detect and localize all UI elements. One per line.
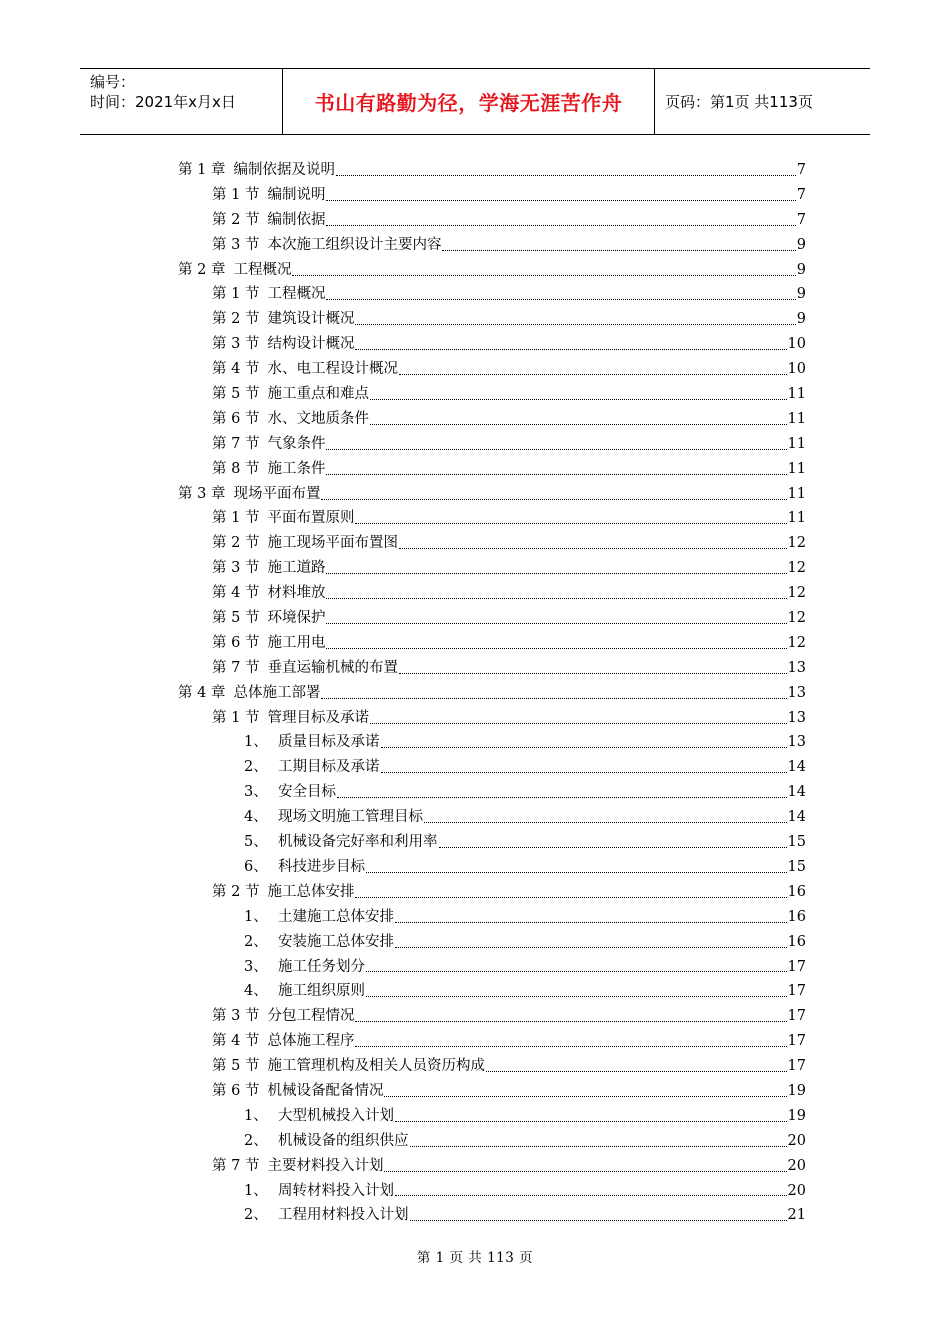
toc-entry[interactable] xyxy=(178,1079,806,1104)
toc-leader-dots xyxy=(337,797,787,798)
toc-entry-number: 1、 xyxy=(244,1182,268,1199)
toc-entry-title: 施工用电 xyxy=(267,634,326,651)
toc-leader-dots xyxy=(292,275,795,276)
toc-entry-page: 7 xyxy=(796,211,806,228)
toc-entry[interactable] xyxy=(178,681,806,706)
toc-entry-title: 机械设备的组织供应 xyxy=(278,1132,409,1149)
toc-entry-page: 17 xyxy=(787,1058,806,1075)
toc-entry-page: 11 xyxy=(787,510,806,527)
toc-leader-dots xyxy=(321,698,786,699)
toc-entry-number: 第 5 节 xyxy=(212,610,260,627)
toc-entry-page: 9 xyxy=(796,286,806,303)
toc-entry[interactable] xyxy=(178,1179,806,1204)
toc-leader-dots xyxy=(326,299,795,300)
toc-entry[interactable] xyxy=(178,930,806,955)
toc-entry-title: 建筑设计概况 xyxy=(267,311,355,328)
toc-leader-dots xyxy=(355,897,786,898)
toc-entry-title: 安装施工总体安排 xyxy=(278,933,394,950)
toc-entry-title: 水、文地质条件 xyxy=(267,410,369,427)
toc-entry-title: 科技进步目标 xyxy=(278,858,365,875)
toc-entry[interactable] xyxy=(178,556,806,581)
toc-entry[interactable] xyxy=(178,183,806,208)
toc-entry-number: 第 6 节 xyxy=(212,634,260,651)
table-of-contents xyxy=(178,158,806,1228)
toc-entry-number: 第 6 节 xyxy=(212,1082,260,1099)
toc-entry[interactable] xyxy=(178,357,806,382)
toc-entry-number: 第 3 节 xyxy=(212,560,260,577)
toc-leader-dots xyxy=(355,1046,786,1047)
toc-entry-page: 10 xyxy=(787,336,806,353)
toc-entry-title: 工程概况 xyxy=(233,261,292,278)
toc-entry-title: 工程概况 xyxy=(267,286,326,303)
toc-leader-dots xyxy=(399,374,787,375)
toc-entry-number: 第 3 章 xyxy=(178,485,226,502)
toc-entry[interactable] xyxy=(178,332,806,357)
toc-leader-dots xyxy=(326,449,786,450)
toc-entry-number: 2、 xyxy=(244,1207,268,1224)
toc-entry-page: 20 xyxy=(787,1132,806,1149)
toc-entry-title: 机械设备完好率和利用率 xyxy=(278,834,438,851)
toc-entry[interactable] xyxy=(178,979,806,1004)
toc-entry-title: 总体施工程序 xyxy=(267,1033,355,1050)
toc-entry-number: 第 7 节 xyxy=(212,435,260,452)
toc-entry[interactable] xyxy=(178,606,806,631)
toc-entry-title: 编制依据 xyxy=(267,211,326,228)
toc-entry-number: 第 5 节 xyxy=(212,1058,260,1075)
document-date: 时间：2021年x月x日 xyxy=(90,93,236,111)
toc-leader-dots xyxy=(326,598,786,599)
toc-entry-page: 10 xyxy=(787,361,806,378)
toc-entry-number: 2、 xyxy=(244,1132,268,1149)
toc-entry-page: 11 xyxy=(787,460,806,477)
toc-entry-page: 11 xyxy=(787,435,806,452)
toc-entry-title: 施工重点和难点 xyxy=(267,386,369,403)
toc-entry-page: 15 xyxy=(787,834,806,851)
toc-entry-page: 19 xyxy=(787,1082,806,1099)
toc-leader-dots xyxy=(486,1071,787,1072)
toc-leader-dots xyxy=(355,324,795,325)
toc-entry-page: 9 xyxy=(796,236,806,253)
toc-entry-title: 分包工程情况 xyxy=(267,1008,355,1025)
toc-leader-dots xyxy=(399,673,787,674)
toc-entry-title: 气象条件 xyxy=(267,435,326,452)
toc-leader-dots xyxy=(395,1121,787,1122)
toc-entry-title: 施工现场平面布置图 xyxy=(267,535,398,552)
toc-leader-dots xyxy=(381,772,787,773)
toc-entry[interactable] xyxy=(178,1129,806,1154)
toc-leader-dots xyxy=(366,996,787,997)
toc-entry-title: 本次施工组织设计主要内容 xyxy=(267,236,442,253)
toc-entry-number: 第 1 节 xyxy=(212,286,260,303)
toc-entry-page: 16 xyxy=(787,908,806,925)
toc-entry[interactable] xyxy=(178,656,806,681)
toc-entry[interactable] xyxy=(178,258,806,283)
toc-entry-number: 第 3 节 xyxy=(212,1008,260,1025)
toc-entry-number: 第 1 节 xyxy=(212,709,260,726)
toc-entry-page: 17 xyxy=(787,1033,806,1050)
toc-entry-title: 垂直运输机械的布置 xyxy=(267,659,398,676)
toc-entry[interactable] xyxy=(178,506,806,531)
toc-entry-title: 编制说明 xyxy=(267,186,326,203)
toc-leader-dots xyxy=(384,1171,786,1172)
page-footer: 第 1 页 共 113 页 xyxy=(416,1250,534,1266)
toc-entry-number: 第 2 节 xyxy=(212,211,260,228)
toc-entry[interactable] xyxy=(178,955,806,980)
toc-leader-dots xyxy=(395,922,787,923)
toc-entry-title: 现场平面布置 xyxy=(233,485,321,502)
toc-entry[interactable] xyxy=(178,1029,806,1054)
toc-entry[interactable] xyxy=(178,855,806,880)
toc-entry-number: 第 3 节 xyxy=(212,236,260,253)
toc-entry[interactable] xyxy=(178,706,806,731)
toc-entry[interactable] xyxy=(178,432,806,457)
header-page-info: 页码：第1页 共113页 xyxy=(665,93,813,111)
toc-entry[interactable] xyxy=(178,233,806,258)
toc-entry[interactable] xyxy=(178,1154,806,1179)
toc-entry-page: 11 xyxy=(787,485,806,502)
toc-leader-dots xyxy=(384,1096,786,1097)
toc-leader-dots xyxy=(355,1021,786,1022)
toc-leader-dots xyxy=(410,1146,787,1147)
toc-entry[interactable] xyxy=(178,457,806,482)
toc-leader-dots xyxy=(326,573,786,574)
toc-entry-number: 第 3 节 xyxy=(212,336,260,353)
toc-entry[interactable] xyxy=(178,1203,806,1228)
toc-entry-page: 13 xyxy=(787,709,806,726)
toc-entry-title: 工程用材料投入计划 xyxy=(278,1207,409,1224)
toc-entry-page: 20 xyxy=(787,1182,806,1199)
toc-entry-page: 11 xyxy=(787,410,806,427)
toc-entry[interactable] xyxy=(178,407,806,432)
toc-entry-title: 周转材料投入计划 xyxy=(278,1182,394,1199)
toc-leader-dots xyxy=(395,947,787,948)
toc-entry-title: 材料堆放 xyxy=(267,585,326,602)
toc-entry-number: 第 7 节 xyxy=(212,1157,260,1174)
toc-entry[interactable] xyxy=(178,805,806,830)
toc-entry[interactable] xyxy=(178,780,806,805)
toc-entry-number: 5、 xyxy=(244,834,268,851)
toc-entry[interactable] xyxy=(178,755,806,780)
toc-entry-number: 4、 xyxy=(244,983,268,1000)
toc-entry-number: 第 6 节 xyxy=(212,410,260,427)
toc-entry[interactable] xyxy=(178,208,806,233)
toc-entry-title: 施工组织原则 xyxy=(278,983,365,1000)
toc-leader-dots xyxy=(326,225,795,226)
toc-entry-page: 14 xyxy=(787,759,806,776)
toc-entry-page: 13 xyxy=(787,659,806,676)
toc-entry-title: 施工管理机构及相关人员资历构成 xyxy=(267,1058,485,1075)
toc-entry[interactable] xyxy=(178,1054,806,1079)
toc-leader-dots xyxy=(326,623,786,624)
toc-leader-dots xyxy=(366,971,787,972)
toc-entry-page: 17 xyxy=(787,983,806,1000)
header-motto: 书山有路勤为径，学海无涯苦作舟 xyxy=(283,69,655,134)
toc-entry[interactable] xyxy=(178,631,806,656)
toc-leader-dots xyxy=(424,822,787,823)
toc-entry-number: 第 2 节 xyxy=(212,883,260,900)
toc-entry[interactable] xyxy=(178,880,806,905)
toc-entry-page: 9 xyxy=(796,311,806,328)
toc-entry-number: 第 4 章 xyxy=(178,684,226,701)
toc-entry-number: 1、 xyxy=(244,908,268,925)
toc-entry-title: 施工道路 xyxy=(267,560,326,577)
toc-entry-page: 19 xyxy=(787,1107,806,1124)
toc-leader-dots xyxy=(442,250,795,251)
header-meta xyxy=(80,69,283,134)
toc-entry[interactable] xyxy=(178,282,806,307)
toc-entry-page: 12 xyxy=(787,560,806,577)
toc-entry-page: 7 xyxy=(796,162,806,178)
toc-leader-dots xyxy=(326,474,786,475)
toc-entry-title: 施工任务划分 xyxy=(278,958,365,975)
toc-leader-dots xyxy=(355,349,786,350)
toc-leader-dots xyxy=(355,523,786,524)
toc-entry-page: 12 xyxy=(787,585,806,602)
toc-entry-number: 第 2 章 xyxy=(178,261,226,278)
toc-entry-title: 结构设计概况 xyxy=(267,336,355,353)
toc-entry-title: 土建施工总体安排 xyxy=(278,908,394,925)
toc-entry-page: 12 xyxy=(787,634,806,651)
toc-entry[interactable] xyxy=(178,830,806,855)
toc-leader-dots xyxy=(326,648,786,649)
toc-leader-dots xyxy=(399,548,787,549)
toc-entry-title: 环境保护 xyxy=(267,610,326,627)
toc-entry[interactable] xyxy=(178,158,806,183)
toc-entry-number: 4、 xyxy=(244,809,268,826)
toc-entry-title: 大型机械投入计划 xyxy=(278,1107,394,1124)
toc-entry-page: 14 xyxy=(787,784,806,801)
toc-entry[interactable] xyxy=(178,1104,806,1129)
toc-entry-number: 3、 xyxy=(244,958,268,975)
toc-entry-number: 第 4 节 xyxy=(212,585,260,602)
toc-entry-number: 3、 xyxy=(244,784,268,801)
toc-entry-number: 1、 xyxy=(244,1107,268,1124)
toc-leader-dots xyxy=(410,1220,787,1221)
toc-entry-number: 第 2 节 xyxy=(212,311,260,328)
toc-entry-title: 平面布置原则 xyxy=(267,510,355,527)
toc-leader-dots xyxy=(395,1195,787,1196)
toc-leader-dots xyxy=(326,200,795,201)
toc-entry-page: 7 xyxy=(796,186,806,203)
toc-entry-title: 主要材料投入计划 xyxy=(267,1157,384,1174)
toc-leader-dots xyxy=(321,499,786,500)
document-number-label: 编号： xyxy=(90,73,136,91)
toc-entry-page: 14 xyxy=(787,809,806,826)
toc-leader-dots xyxy=(370,723,787,724)
toc-entry-number: 第 1 节 xyxy=(212,186,260,203)
toc-entry-title: 施工条件 xyxy=(267,460,326,477)
toc-entry-number: 第 1 节 xyxy=(212,510,260,527)
toc-entry-page: 20 xyxy=(787,1157,806,1174)
toc-entry-number: 第 7 节 xyxy=(212,659,260,676)
toc-entry-number: 1、 xyxy=(244,734,268,751)
toc-entry-page: 11 xyxy=(787,386,806,403)
toc-entry[interactable] xyxy=(178,1004,806,1029)
toc-leader-dots xyxy=(336,175,796,176)
toc-entry-title: 现场文明施工管理目标 xyxy=(278,809,423,826)
toc-entry-title: 质量目标及承诺 xyxy=(278,734,380,751)
toc-entry-title: 安全目标 xyxy=(278,784,336,801)
toc-entry[interactable] xyxy=(178,307,806,332)
toc-entry-page: 13 xyxy=(787,684,806,701)
toc-entry-page: 15 xyxy=(787,858,806,875)
toc-entry-number: 2、 xyxy=(244,759,268,776)
toc-entry[interactable] xyxy=(178,382,806,407)
toc-entry-title: 管理目标及承诺 xyxy=(267,709,369,726)
toc-entry-title: 编制依据及说明 xyxy=(233,162,335,178)
toc-entry-title: 水、电工程设计概况 xyxy=(267,361,398,378)
toc-entry-page: 12 xyxy=(787,535,806,552)
toc-entry-title: 机械设备配备情况 xyxy=(267,1082,384,1099)
toc-entry-page: 12 xyxy=(787,610,806,627)
toc-entry-title: 施工总体安排 xyxy=(267,883,355,900)
toc-entry-page: 17 xyxy=(787,1008,806,1025)
toc-entry-page: 17 xyxy=(787,958,806,975)
toc-entry-number: 2、 xyxy=(244,933,268,950)
toc-entry-number: 6、 xyxy=(244,858,268,875)
page-header xyxy=(80,68,870,135)
toc-entry[interactable] xyxy=(178,581,806,606)
toc-entry-number: 第 4 节 xyxy=(212,1033,260,1050)
toc-entry-title: 总体施工部署 xyxy=(233,684,321,701)
toc-leader-dots xyxy=(439,847,787,848)
toc-entry-number: 第 1 章 xyxy=(178,162,226,178)
toc-entry-page: 21 xyxy=(787,1207,806,1224)
toc-entry-page: 16 xyxy=(787,933,806,950)
toc-entry[interactable] xyxy=(178,531,806,556)
toc-entry-number: 第 5 节 xyxy=(212,386,260,403)
toc-entry-number: 第 4 节 xyxy=(212,361,260,378)
toc-entry[interactable] xyxy=(178,730,806,755)
toc-entry-number: 第 2 节 xyxy=(212,535,260,552)
toc-entry-number: 第 8 节 xyxy=(212,460,260,477)
toc-entry-page: 16 xyxy=(787,883,806,900)
toc-entry-page: 9 xyxy=(796,261,806,278)
toc-leader-dots xyxy=(370,424,787,425)
toc-entry[interactable] xyxy=(178,482,806,507)
toc-entry-page: 13 xyxy=(787,734,806,751)
toc-leader-dots xyxy=(381,747,787,748)
toc-entry[interactable] xyxy=(178,905,806,930)
toc-leader-dots xyxy=(370,399,787,400)
toc-entry-title: 工期目标及承诺 xyxy=(278,759,380,776)
toc-leader-dots xyxy=(366,872,787,873)
